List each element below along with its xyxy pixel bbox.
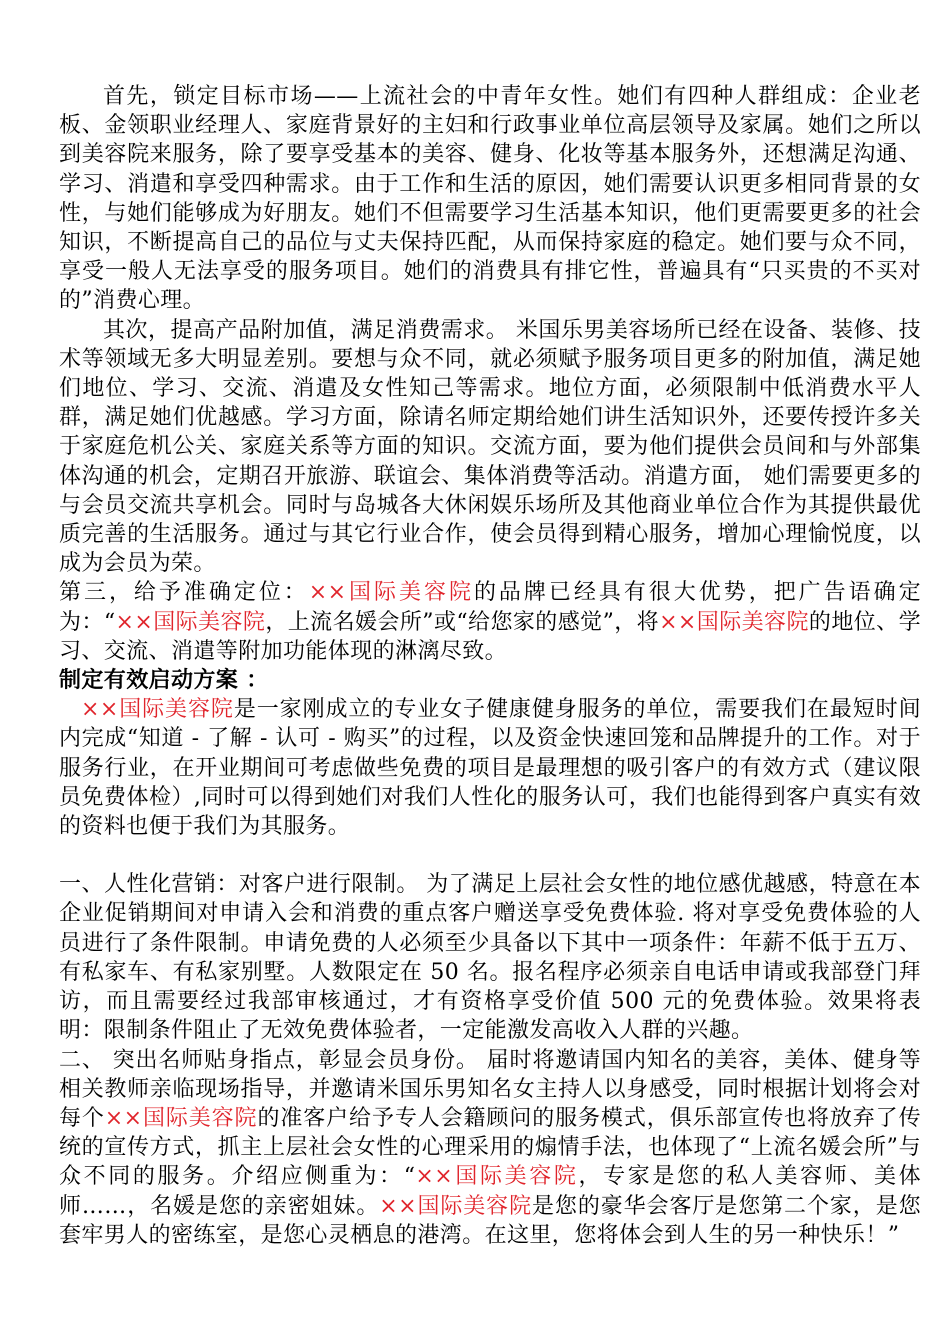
paragraph-positioning [59, 578, 921, 666]
brand-name: ××国际美容院 [415, 1164, 579, 1190]
positioning-text-2: 的品牌已经具有很大优势，把广告语确定为：“ [59, 580, 921, 635]
teachers-text-4: 是您的豪华会客厅是您第二个家，是您套牢男人的密练室，是您心灵栖息的港湾。在这里，您将体会到人生的另一种快乐！” [59, 1193, 922, 1248]
brand-name: ××国际美容院 [115, 609, 266, 635]
paragraph-target-market: 首先，锁定目标市场——上流社会的中青年女性。她们有四种人群组成：企业老板、金领职业经理人、家庭背景好的主妇和行政事业单位高层领导及家属。她们之所以到美容院来服务，除了要享受基本的美容、健身、化妆等基本服务外，还想满足沟通、学习、消遣和享受四种需求。由于工作和生活的原因，她们需要认识更多相同背景的女性，与她们能够成为好朋友。她们不但需要学习生活基本知识，他们更需要更多的社会知识，不断提高自己的品位与丈夫保持匹配，从而保持家庭的稳定。她们要与众不同，享受一般人无法享受的服务项目。她们的消费具有排它性，普遍具有“只买贵的不买对的”消费心理。 [59, 84, 921, 314]
positioning-text-3: ，上流名媛会所”或“给您家的感觉”，将 [265, 609, 660, 635]
document-page [59, 82, 921, 1250]
brand-name: ××国际美容院 [379, 1193, 533, 1219]
teachers-text-1: 二、 突出名师贴身指点，彰显会员身份。 届时将邀请国内知名的美容，美体、健身等相关教师亲临现场指导，并邀请米国乐男知名女主持人以身感受，同时根据计划将会对每个 [59, 1047, 921, 1131]
brand-name: ××国际美容院 [659, 609, 809, 635]
positioning-text-1: 第三，给予准确定位： [59, 580, 309, 606]
paragraph-launch-plan [59, 695, 921, 841]
paragraph-famous-teachers [59, 1046, 921, 1250]
brand-name: ××国际美容院 [308, 580, 474, 606]
section-heading: 制定有效启动方案 ： [59, 667, 269, 694]
blank-line [59, 841, 921, 870]
teachers-text-2: 的准客户给予专人会籍顾问的服务模式，俱乐部宣传也将放弃了传统的宣传方式，抓主上层社会女性的心理采用的煽情手法，也体现了“上流名媛会所”与众不同的服务。介绍应侧重为：“ [59, 1105, 921, 1190]
paragraph-added-value: 其次，提高产品附加值，满足消费需求。 米国乐男美容场所已经在设备、装修、技术等领域无多大明显差别。要想与众不同，就必须赋予服务项目更多的附加值，满足她们地位、学习、交流、消遣及女性知己等需求。地位方面，必须限制中低消费水平人群，满足她们优越感。学习方面，除请名师定期给她们讲生活知识外，还要传授许多关于家庭危机公关、家庭关系等方面的知识。交流方面，要为他们提供会员间和与外部集体沟通的机会，定期召开旅游、联谊会、集体消费等活动。消遣方面， 她们需要更多的与会员交流共享机会。同时与岛城各大休闲娱乐场所及其他商业单位合作为其提供最优质完善的生活服务。通过与其它行业合作，使会员得到精心服务，增加心理愉悦度，以成为会员为荣。 [59, 317, 921, 577]
teachers-text-3: ，专家是您的私人美容师、美体师……，名媛是您的亲密姐妹。 [59, 1164, 921, 1219]
brand-name: ××国际美容院 [104, 1105, 258, 1131]
launch-plan-text: 是一家刚成立的专业女子健康健身服务的单位，需要我们在最短时间内完成“知道 - 了解 - 认可 - 购买”的过程，以及资金快速回笼和品牌提升的工作。对于服务行业，在开业期间可考虑做些免费的项目是最理想的吸引客户的有效方式（建议限员免费体检）,同时可以得到她们对我们人性化的服务认可，我们也能得到客户真实有效的资料也便于我们为其服务。 [59, 697, 921, 840]
positioning-text-4: 的地位、学习、交流、消遣等附加功能体现的淋漓尽致。 [59, 609, 921, 664]
paragraph-humanized-marketing: 一、人性化营销：对客户进行限制。 为了满足上层社会女性的地位感优越感，特意在本企业促销期间对申请入会和消费的重点客户赠送享受免费体验. 将对享受免费体验的人员进行了条件限制。申请免费的人必须至少具备以下其中一项条件：年薪不低于五万、有私家车、有私家别墅。人数限定在 50 名。报名程序必须亲自电话申请或我部登门拜访，而且需要经过我部审核通过，才有资格享受价值 500 元的免费体验。效果将表明：限制条件阻止了无效免费体验者，一定能激发高收入人群的兴趣。 [59, 872, 921, 1044]
brand-name: ××国际美容院 [81, 697, 234, 723]
